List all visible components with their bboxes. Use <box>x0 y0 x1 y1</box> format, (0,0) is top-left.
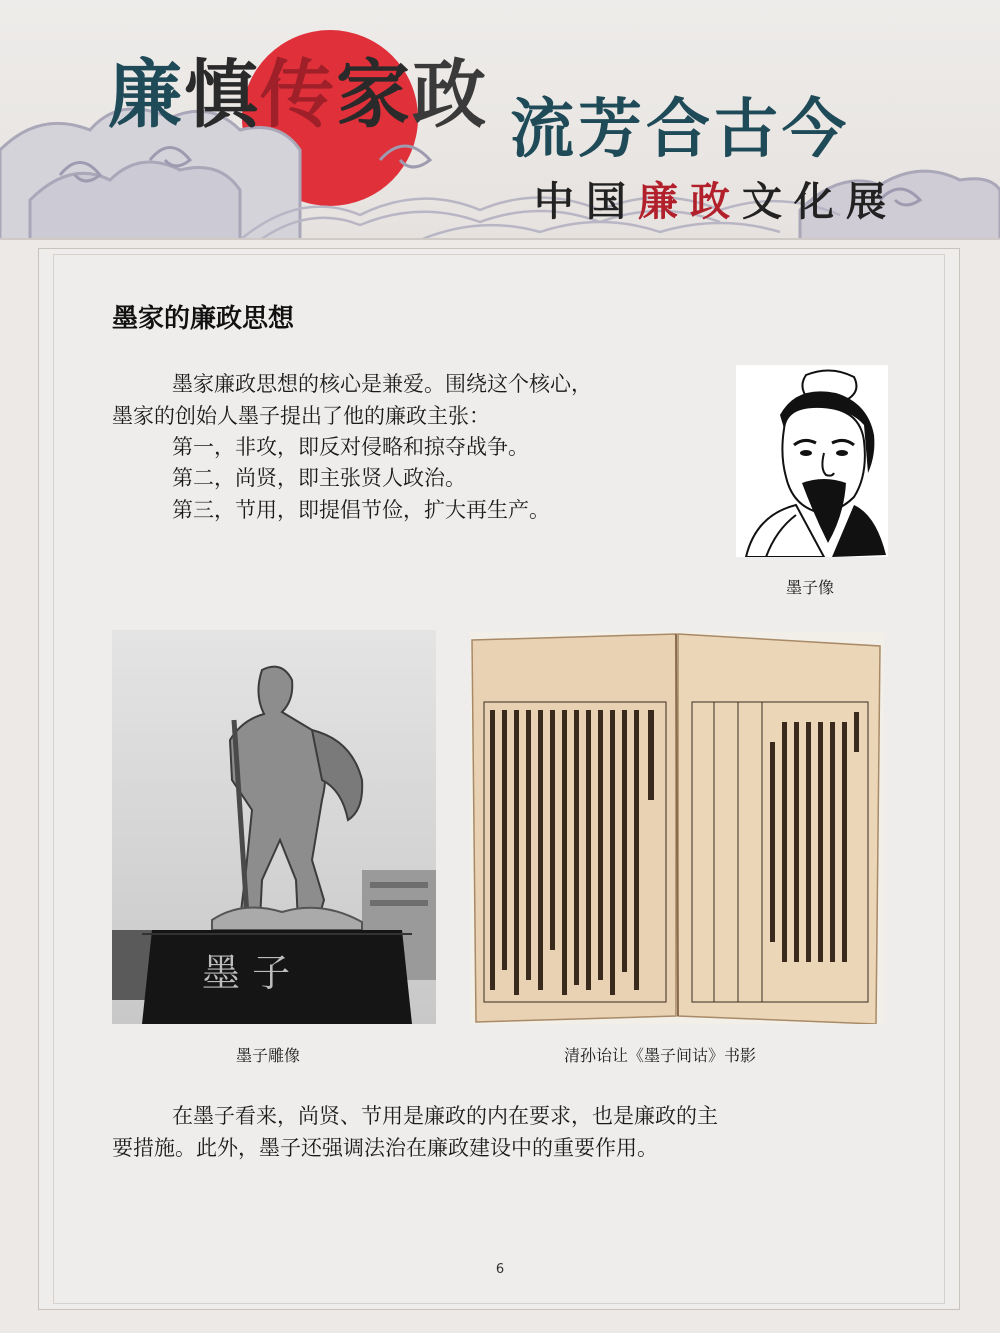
banner-title-char: 政 <box>412 52 488 138</box>
mozi-jiangu-book-photo <box>470 632 884 1024</box>
intro-line: 墨家的创始人墨子提出了他的廉政主张： <box>112 404 490 428</box>
portrait-caption: 墨子像 <box>786 578 835 597</box>
statue-photo-illustration <box>112 630 436 1024</box>
banner-title-char: 廉 <box>108 52 184 138</box>
exhibition-char: 文 <box>742 179 794 225</box>
statue-caption: 墨子雕像 <box>236 1046 301 1065</box>
exhibition-char: 化 <box>794 179 846 225</box>
book-illustration <box>470 632 884 1024</box>
banner-title-char: 家 <box>336 52 412 138</box>
page-number: 6 <box>495 1262 505 1277</box>
exhibition-char: 国 <box>586 179 638 225</box>
statue-inscription: 墨 子 <box>202 951 291 995</box>
point-line: 第三，节用，即提倡节俭，扩大再生产。 <box>172 498 550 522</box>
exhibition-char: 展 <box>846 179 898 225</box>
portrait-illustration <box>736 365 888 557</box>
point-line: 第二，尚贤，即主张贤人政治。 <box>172 466 466 490</box>
conclusion-line: 要措施。此外，墨子还强调法治在廉政建设中的重要作用。 <box>112 1136 658 1160</box>
point-line: 第一，非攻，即反对侵略和掠夺战争。 <box>172 435 529 459</box>
banner-title <box>108 36 488 142</box>
exhibition-char: 廉 <box>638 179 690 225</box>
banner-subtitle: 流芳合古今 <box>510 92 850 167</box>
exhibition-char: 政 <box>690 179 742 225</box>
banner-title-char: 传 <box>260 52 336 138</box>
section-heading: 墨家的廉政思想 <box>112 304 295 334</box>
book-caption: 清孙诒让《墨子间诂》书影 <box>564 1046 757 1065</box>
banner-title-char: 慎 <box>184 52 260 138</box>
exhibition-name <box>534 170 898 227</box>
intro-line: 墨家廉政思想的核心是兼爱。围绕这个核心， <box>172 372 592 396</box>
exhibition-char: 中 <box>534 179 586 225</box>
conclusion-line: 在墨子看来，尚贤、节用是廉政的内在要求，也是廉政的主 <box>172 1104 718 1128</box>
header-banner <box>0 0 1000 240</box>
mozi-portrait-image <box>736 365 888 557</box>
mozi-statue-photo <box>112 630 436 1024</box>
